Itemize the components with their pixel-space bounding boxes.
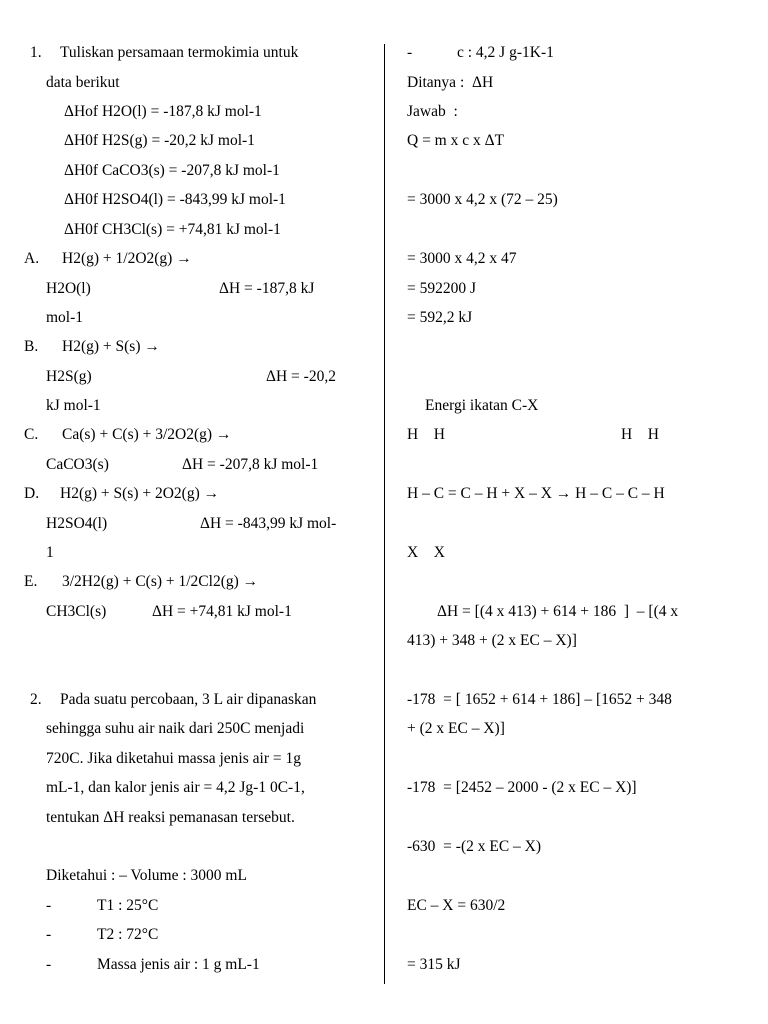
enthalpy-calc-line6: -630 = -(2 x EC – X)	[407, 838, 542, 855]
structure-top-right-h: H H	[621, 426, 659, 443]
calc-step-1: = 3000 x 4,2 x (72 – 25)	[407, 191, 558, 208]
answer-e-product: CH3Cl(s)	[46, 603, 107, 620]
known-heading: Diketahui : – Volume : 3000 mL	[46, 867, 247, 884]
enthalpy-calc-line4: + (2 x EC – X)]	[407, 720, 505, 737]
known-density: Massa jenis air : 1 g mL-1	[97, 956, 260, 973]
answer-heading: Jawab :	[407, 103, 458, 120]
known-t2-bullet: -	[46, 926, 52, 943]
question-2-text-line1: Pada suatu percobaan, 3 L air dipanaskan	[60, 691, 317, 708]
calc-step-3: = 592200 J	[407, 280, 477, 297]
answer-d-product: H2SO4(l)	[46, 515, 108, 532]
answer-a-unit: mol-1	[46, 309, 84, 326]
bond-energy-title: Energi ikatan C-X	[425, 397, 539, 414]
data-h2so4: ΔH0f H2SO4(l) = -843,99 kJ mol-1	[64, 191, 286, 208]
question-2-number: 2.	[30, 691, 42, 708]
answer-a-product: H2O(l)	[46, 280, 91, 297]
known-t1: T1 : 25°C	[97, 897, 159, 914]
answer-b-unit: kJ mol-1	[46, 397, 101, 414]
question-1-text-line2: data berikut	[46, 74, 120, 91]
answer-d-label: D.	[24, 485, 40, 502]
bond-reaction: H – C = C – H + X – X → H – C – C – H	[407, 485, 665, 502]
question-1-number: 1.	[30, 44, 42, 61]
heat-formula: Q = m x c x ΔT	[407, 132, 505, 149]
question-1-text-line1: Tuliskan persamaan termokimia untuk	[60, 44, 299, 61]
data-caco3: ΔH0f CaCO3(s) = -207,8 kJ mol-1	[64, 162, 280, 179]
answer-b-equation: H2(g) + S(s) →	[62, 338, 160, 355]
calc-step-4: = 592,2 kJ	[407, 309, 473, 326]
answer-b-label: B.	[24, 338, 39, 355]
answer-a-enthalpy: ΔH = -187,8 kJ	[219, 280, 315, 297]
enthalpy-calc-line7: EC – X = 630/2	[407, 897, 506, 914]
data-h2s: ΔH0f H2S(g) = -20,2 kJ mol-1	[64, 132, 255, 149]
answer-e-enthalpy: ΔH = +74,81 kJ mol-1	[152, 603, 292, 620]
structure-bottom-x: X X	[407, 544, 445, 561]
question-2-text-line2: sehingga suhu air naik dari 250C menjadi	[46, 720, 305, 737]
data-ch3cl: ΔH0f CH3Cl(s) = +74,81 kJ mol-1	[64, 221, 281, 238]
data-h2o: ΔHof H2O(l) = -187,8 kJ mol-1	[64, 103, 262, 120]
known-c-bullet: -	[407, 44, 413, 61]
enthalpy-result: = 315 kJ	[407, 956, 461, 973]
column-divider	[384, 44, 385, 984]
calc-step-2: = 3000 x 4,2 x 47	[407, 250, 517, 267]
known-t1-bullet: -	[46, 897, 52, 914]
structure-top-left-h: H H	[407, 426, 445, 443]
answer-e-label: E.	[24, 573, 38, 590]
answer-b-product: H2S(g)	[46, 368, 92, 385]
answer-e-equation: 3/2H2(g) + C(s) + 1/2Cl2(g) →	[62, 573, 259, 590]
known-density-bullet: -	[46, 956, 52, 973]
answer-a-label: A.	[24, 250, 40, 267]
answer-c-equation: Ca(s) + C(s) + 3/2O2(g) →	[62, 426, 232, 443]
answer-c-label: C.	[24, 426, 39, 443]
question-2-text-line5: tentukan ΔH reaksi pemanasan tersebut.	[46, 809, 295, 826]
answer-d-enthalpy: ΔH = -843,99 kJ mol-	[200, 515, 337, 532]
question-2-text-line4: mL-1, dan kalor jenis air = 4,2 Jg-1 0C-1,	[46, 779, 305, 796]
answer-d-equation: H2(g) + S(s) + 2O2(g) →	[60, 485, 220, 502]
enthalpy-calc-line1: ΔH = [(4 x 413) + 614 + 186 ] – [(4 x	[437, 603, 679, 620]
asked: Ditanya : ΔH	[407, 74, 494, 91]
enthalpy-calc-line5: -178 = [2452 – 2000 - (2 x EC – X)]	[407, 779, 637, 796]
enthalpy-calc-line2: 413) + 348 + (2 x EC – X)]	[407, 632, 577, 649]
answer-d-unit: 1	[46, 544, 54, 561]
question-2-text-line3: 720C. Jika diketahui massa jenis air = 1g	[46, 750, 301, 767]
answer-c-enthalpy: ΔH = -207,8 kJ mol-1	[182, 456, 319, 473]
enthalpy-calc-line3: -178 = [ 1652 + 614 + 186] – [1652 + 348	[407, 691, 672, 708]
answer-b-enthalpy: ΔH = -20,2	[266, 368, 336, 385]
answer-c-product: CaCO3(s)	[46, 456, 109, 473]
known-specific-heat: c : 4,2 J g-1K-1	[457, 44, 554, 61]
answer-a-equation: H2(g) + 1/2O2(g) →	[62, 250, 192, 267]
known-t2: T2 : 72°C	[97, 926, 159, 943]
